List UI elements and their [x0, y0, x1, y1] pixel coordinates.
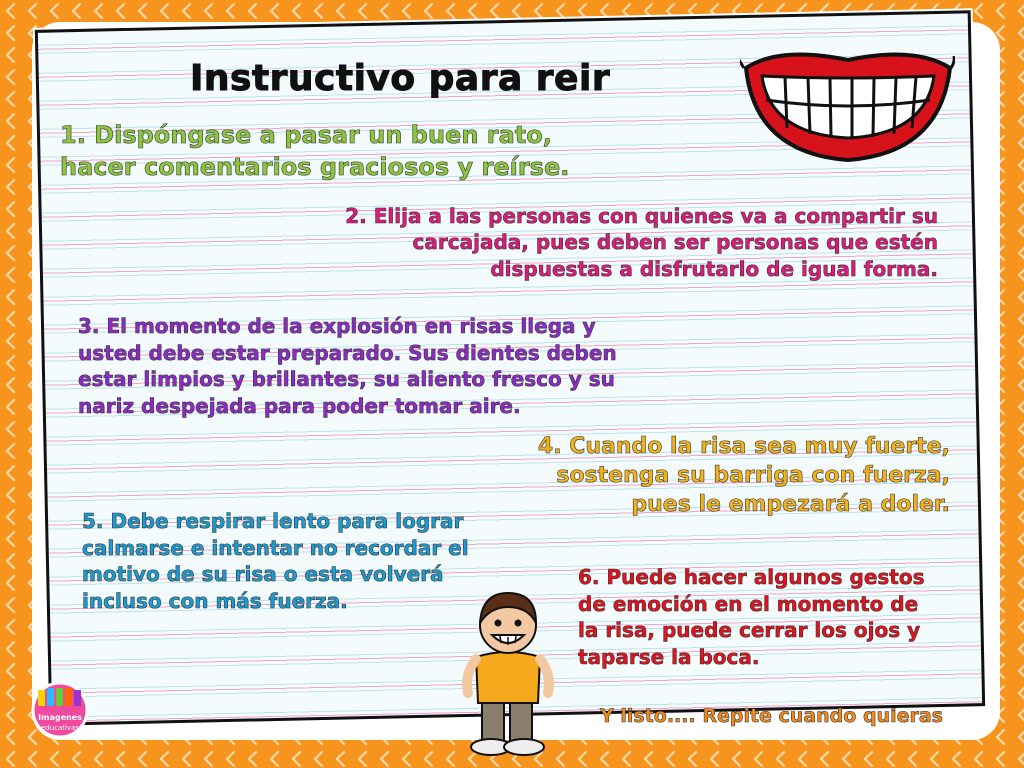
step-5: 5. Debe respirar lento para lograr calmarse e intentar no recordar el motivo de su risa o esta volverá incluso con más fuerza. — [82, 509, 469, 613]
footer-text: Y listo.... Repite cuando quieras — [600, 705, 943, 727]
step-2: 2. Elija a las personas con quienes va a compartir su carcajada, pues deben ser personas que estén dispuestas a disfrutarlo de igual forma. — [345, 204, 938, 281]
step-6: 6. Puede hacer algunos gestos de emoción en el momento de la risa, puede cerrar los ojos y taparse la boca. — [578, 565, 925, 669]
crayon-logo-icon — [24, 680, 96, 740]
laughing-boy-icon — [458, 585, 558, 760]
step-3: 3. El momento de la explosión en risas llega y usted debe estar preparado. Sus dientes deben estar limpios y brillantes, su aliento fresco y su nariz despejada para poder tomar aire. — [78, 314, 617, 418]
step-1: 1. Dispóngase a pasar un buen rato, hacer comentarios graciosos y reírse. — [60, 121, 570, 181]
page-title: Instructivo para reir — [190, 58, 611, 99]
smiling-mouth-icon — [740, 38, 955, 168]
logo-text-line-2: educativas — [40, 724, 80, 732]
step-4: 4. Cuando la risa sea muy fuerte, sostenga su barriga con fuerza, pues le empezará a doler. — [537, 434, 950, 518]
logo-text-line-1: Imagenes — [38, 713, 82, 722]
